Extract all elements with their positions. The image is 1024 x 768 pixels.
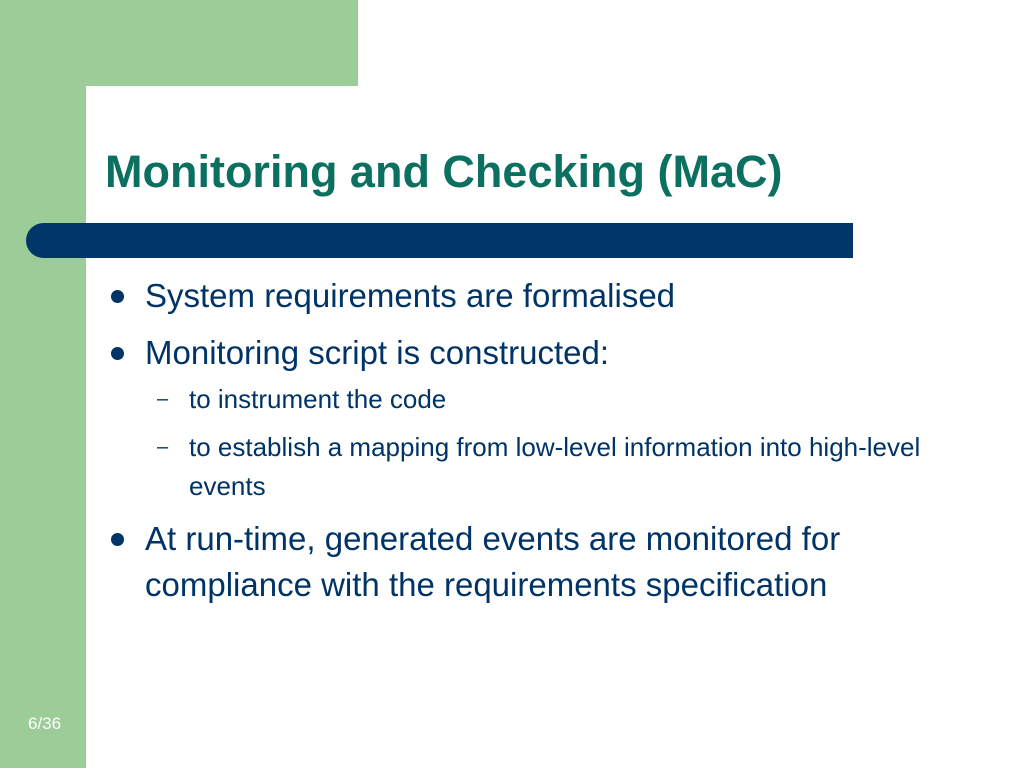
page-number: 6/36 [28, 714, 62, 733]
bullet-dot-icon [111, 347, 124, 360]
sub-bullet-item [105, 380, 985, 419]
slide-title: Monitoring and Checking (MaC) [105, 146, 783, 197]
dash-icon: – [157, 436, 169, 458]
top-green-frame [0, 0, 358, 86]
bullet-item [105, 330, 985, 376]
bullet-item [105, 516, 985, 608]
bullet-text: Monitoring script is constructed: [145, 334, 610, 371]
slide-body [105, 273, 985, 608]
bullet-text: System requirements are formalised [145, 277, 676, 314]
bullet-dot-icon [111, 290, 124, 303]
title-underline-bar [26, 223, 853, 258]
bullet-item [105, 273, 985, 319]
bullet-dot-icon [111, 533, 124, 546]
bullet-text: At run-time, generated events are monitored for compliance with the requirements specification [145, 520, 841, 603]
sub-bullet-text: to instrument the code [189, 384, 447, 414]
left-green-frame [0, 0, 86, 768]
dash-icon: – [157, 388, 169, 410]
sub-bullet-text: to establish a mapping from low-level information into high-level events [189, 432, 921, 501]
sub-bullet-item [105, 428, 949, 506]
